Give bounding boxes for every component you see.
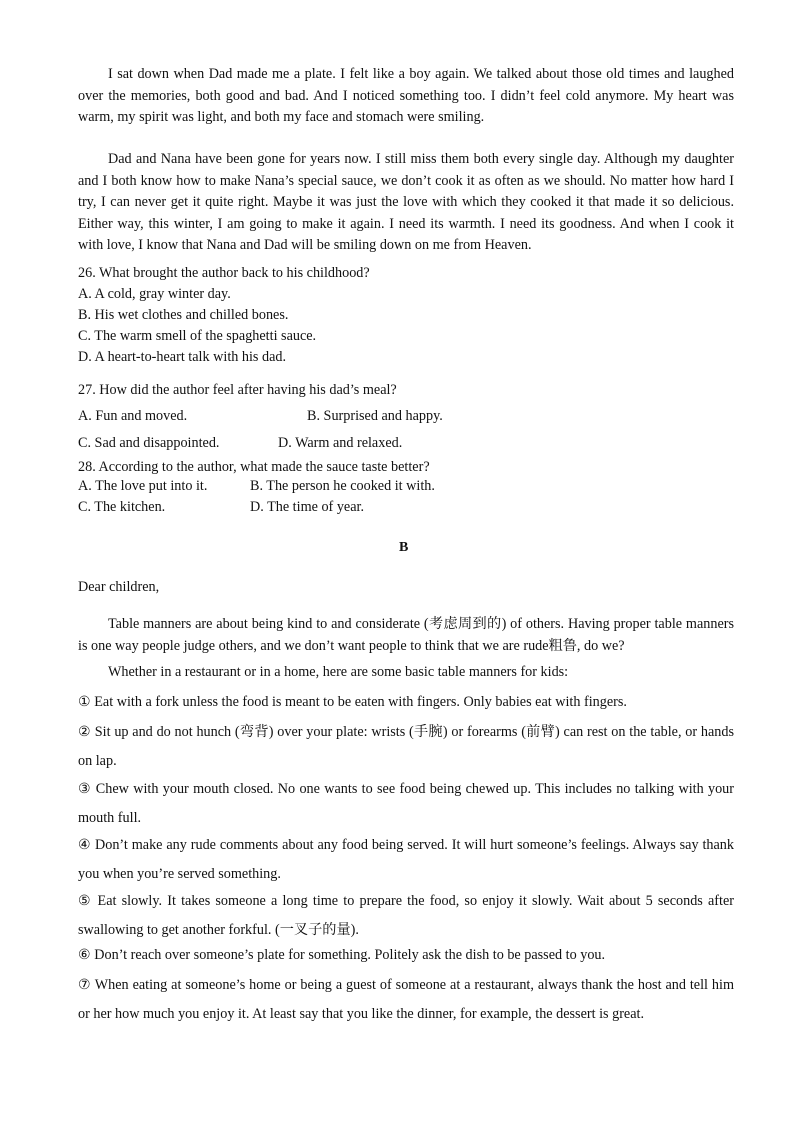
rule-2: ② Sit up and do not hunch (弯背) over your plate: wrists (手腕) or forearms (前臂) can rest on the table, or hands on lap.: [78, 724, 734, 769]
question-27-option-b: B. Surprised and happy.: [307, 408, 443, 424]
rule-4: ④ Don’t make any rude comments about any food being served. It will hurt someone’s feelings. Always say thank you when you’re served something.: [78, 837, 734, 882]
rule-1: ① Eat with a fork unless the food is meant to be eaten with fingers. Only babies eat with fingers.: [78, 694, 627, 710]
question-28-stem: 28. According to the author, what made the sauce taste better?: [78, 459, 430, 475]
question-27-option-d: D. Warm and relaxed.: [278, 435, 403, 451]
question-28-option-a: A. The love put into it.: [78, 478, 208, 494]
question-26-option-c: C. The warm smell of the spaghetti sauce.: [78, 328, 317, 344]
letter-salutation: Dear children,: [78, 579, 160, 595]
question-27-option-c: C. Sad and disappointed.: [78, 435, 220, 451]
question-27-stem: 27. How did the author feel after having his dad’s meal?: [78, 382, 397, 398]
rule-5: ⑤ Eat slowly. It takes someone a long time to prepare the food, so enjoy it slowly. Wait about 5 seconds after swallowing to get another forkful. (一叉子的量).: [78, 893, 734, 938]
question-28-option-b: B. The person he cooked it with.: [250, 478, 435, 494]
rule-3: ③ Chew with your mouth closed. No one wants to see food being chewed up. This includes no talking with your mouth full.: [78, 781, 734, 826]
passage-a-paragraph-2: Dad and Nana have been gone for years now. I still miss them both every single day. Although my daughter and I both know how to make Nana’s special sauce, we don’t cook it as often as we should. No matter how hard I try, I can never get it quite right. Maybe it was just the love with which they cooked it that made it so delicious. Either way, this winter, I am going to make it again. I need its warmth. I need its goodness. And when I cook it with love, I know that Nana and Dad will be smiling down on me from Heaven.: [78, 151, 734, 253]
rule-7: ⑦ When eating at someone’s home or being a guest of someone at a restaurant, always thank the host and tell him or her how much you enjoy it. At least say that you like the dinner, for example, the dessert is great.: [78, 977, 734, 1022]
question-26-option-d: D. A heart-to-heart talk with his dad.: [78, 349, 287, 365]
question-26-option-a: A. A cold, gray winter day.: [78, 286, 231, 302]
passage-a-paragraph-1: I sat down when Dad made me a plate. I felt like a boy again. We talked about those old times and laughed over the memories, both good and bad. And I noticed something too. I didn’t feel cold anymore. My heart was warm, my spirit was light, and both my face and stomach were smiling.: [78, 66, 734, 125]
question-26-option-b: B. His wet clothes and chilled bones.: [78, 307, 289, 323]
passage-b-lead: Whether in a restaurant or in a home, here are some basic table manners for kids:: [108, 664, 569, 680]
question-28-option-c: C. The kitchen.: [78, 499, 166, 515]
question-27-option-a: A. Fun and moved.: [78, 408, 188, 424]
question-28-option-d: D. The time of year.: [250, 499, 364, 515]
rule-6: ⑥ Don’t reach over someone’s plate for something. Politely ask the dish to be passed to you.: [78, 947, 606, 963]
section-heading-b: B: [399, 540, 409, 555]
question-26-stem: 26. What brought the author back to his childhood?: [78, 265, 370, 281]
passage-b-intro: Table manners are about being kind to and considerate (考虑周到的) of others. Having proper table manners is one way people judge others, and we don’t want people to think that we are rude粗鲁, do we?: [78, 616, 734, 654]
